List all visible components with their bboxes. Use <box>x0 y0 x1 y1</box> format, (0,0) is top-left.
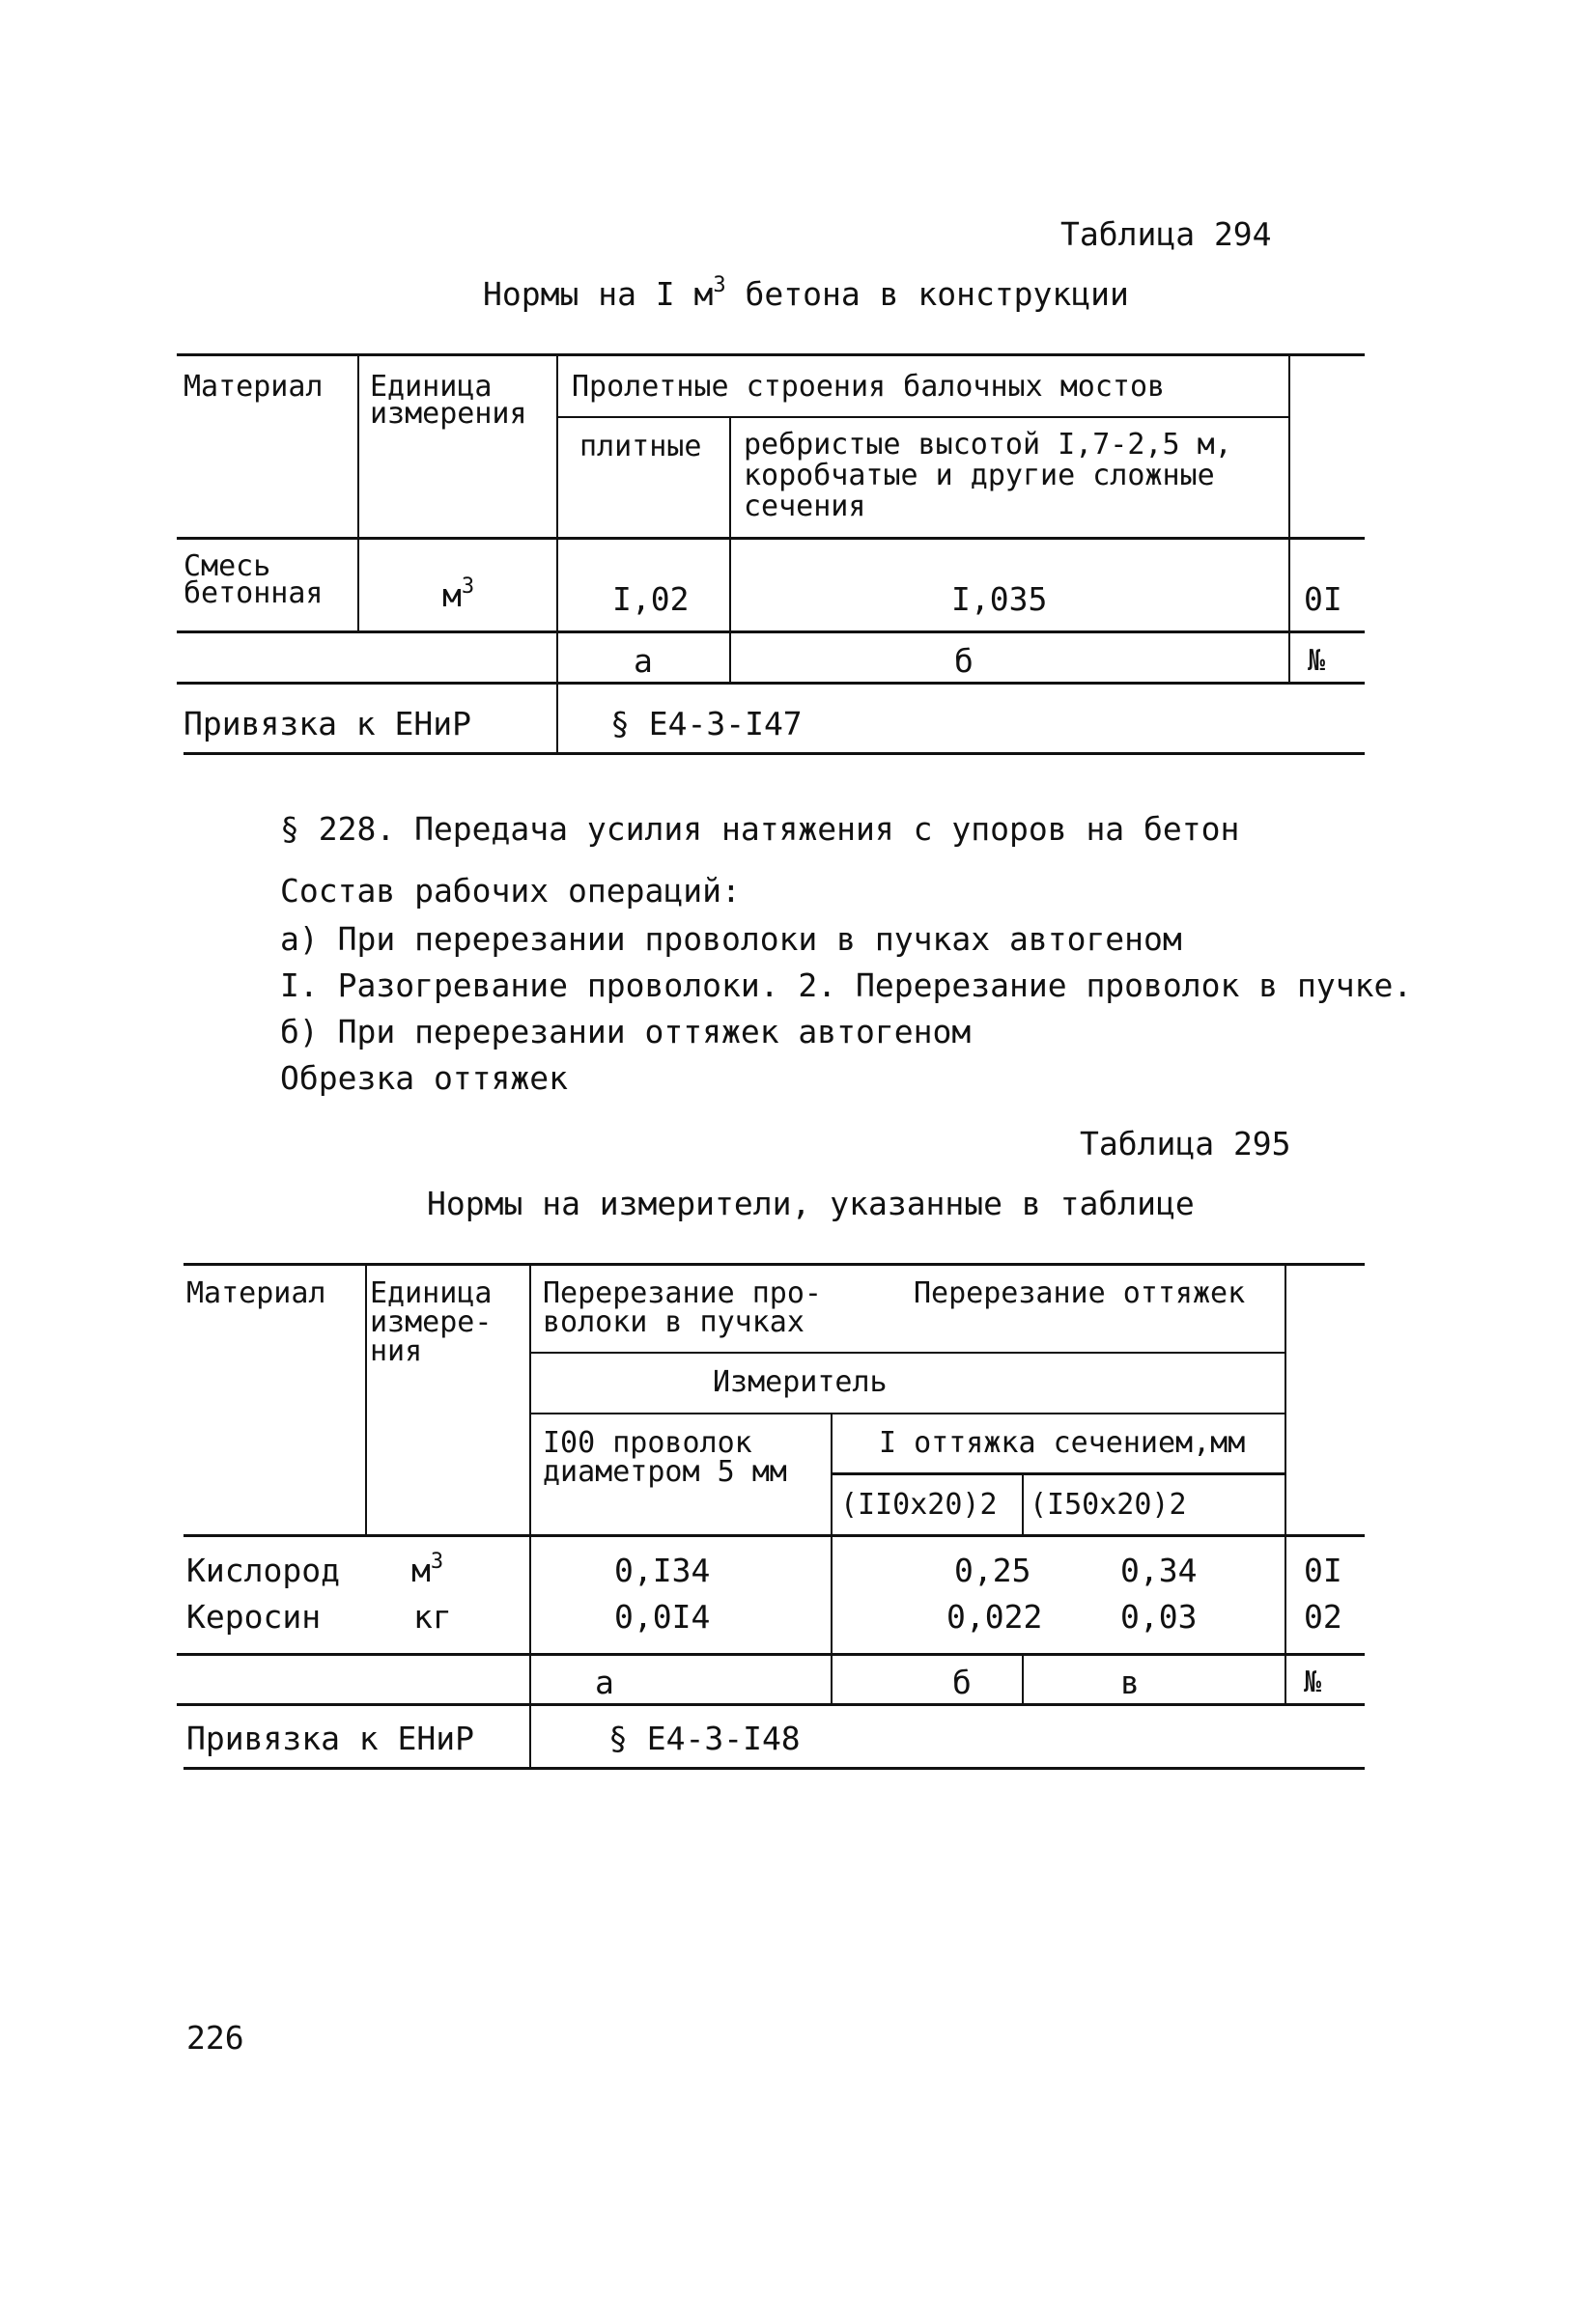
ops-line-b: б) При перерезании оттяжек автогеном <box>280 1013 972 1050</box>
binding-label: Привязка к ЕНиР <box>184 705 472 742</box>
row2-code: 02 <box>1304 1598 1342 1636</box>
binding-label: Привязка к ЕНиР <box>186 1720 475 1757</box>
letter-num: № <box>1304 1666 1322 1699</box>
table-294-label: Таблица 294 <box>1060 215 1272 253</box>
header-col2: Перерезание оттяжек <box>914 1276 1246 1310</box>
header-m2: I оттяжка сечением,мм <box>879 1426 1246 1460</box>
row-value-a: I,02 <box>612 580 690 618</box>
row-code: 0I <box>1304 580 1342 618</box>
header-meter: Измеритель <box>713 1365 888 1399</box>
header-material: Материал <box>184 370 324 404</box>
page-number: 226 <box>186 2019 244 2057</box>
header-col1-line1: Перерезание про- <box>543 1276 822 1310</box>
row2-material: Керосин <box>186 1598 322 1636</box>
ops-title: Состав рабочих операций: <box>280 872 741 910</box>
header-unit-line1: Единица <box>370 370 493 404</box>
ops-line-a: а) При перерезании проволоки в пучках автогеном <box>280 920 1182 958</box>
header-m1-line2: диаметром 5 мм <box>543 1455 787 1489</box>
letter-a: а <box>634 642 653 680</box>
letter-c: в <box>1120 1664 1140 1701</box>
header-col-b-line1: ребристые высотой I,7-2,5 м, <box>744 428 1232 462</box>
letter-b: б <box>954 642 974 680</box>
binding-value: § Е4-3-I47 <box>610 705 803 742</box>
row1-value-a: 0,I34 <box>614 1552 711 1589</box>
header-col-b-line2: коробчатые и другие сложные <box>744 459 1215 492</box>
row1-unit: $м^3$ <box>411 1550 444 1589</box>
header-unit-line1: Единица <box>370 1276 493 1310</box>
binding-value: § Е4-3-I48 <box>608 1720 801 1757</box>
header-material: Материал <box>186 1276 326 1310</box>
header-group: Пролетные строения балочных мостов <box>572 370 1166 404</box>
header-m1-line1: I00 проволок <box>543 1426 752 1460</box>
row2-value-a: 0,0I4 <box>614 1598 711 1636</box>
letter-a: а <box>595 1664 614 1701</box>
header-unit-line2: измере- <box>370 1305 493 1339</box>
header-m2a: (II0x20)2 <box>840 1488 998 1522</box>
section-heading: § 228. Передача усилия натяжения с упоров на бетон <box>280 810 1240 848</box>
ops-line-a-steps: I. Разогревание проволоки. 2. Перерезание проволок в пучке. <box>280 966 1413 1004</box>
ops-line-b-steps: Обрезка оттяжек <box>280 1059 569 1097</box>
table-294-title: Нормы на I $м^3$ бетона в конструкции <box>483 273 1129 313</box>
row1-value-b: 0,25 <box>954 1552 1031 1589</box>
row2-value-c: 0,03 <box>1120 1598 1198 1636</box>
header-col1-line2: волоки в пучках <box>543 1305 805 1339</box>
row1-material: Кислород <box>186 1552 340 1589</box>
row1-code: 0I <box>1304 1552 1342 1589</box>
header-unit-line2: измерения <box>370 397 527 431</box>
letter-num: № <box>1308 644 1326 678</box>
row-material-line2: бетонная <box>184 576 324 610</box>
table-295-title: Нормы на измерители, указанные в таблице <box>427 1185 1195 1222</box>
row-value-b: I,035 <box>951 580 1048 618</box>
row-material-line1: Смесь <box>184 549 271 583</box>
row2-value-b: 0,022 <box>946 1598 1043 1636</box>
header-col-b-line3: сечения <box>744 490 866 523</box>
header-m2b: (I50x20)2 <box>1030 1488 1187 1522</box>
table-295-label: Таблица 295 <box>1080 1125 1291 1162</box>
row-unit: $м^3$ <box>442 574 475 614</box>
row1-value-c: 0,34 <box>1120 1552 1198 1589</box>
header-col-a: плитные <box>579 430 702 463</box>
row2-unit: кг <box>413 1598 452 1636</box>
letter-b: б <box>952 1664 972 1701</box>
header-unit-line3: ния <box>370 1334 423 1368</box>
